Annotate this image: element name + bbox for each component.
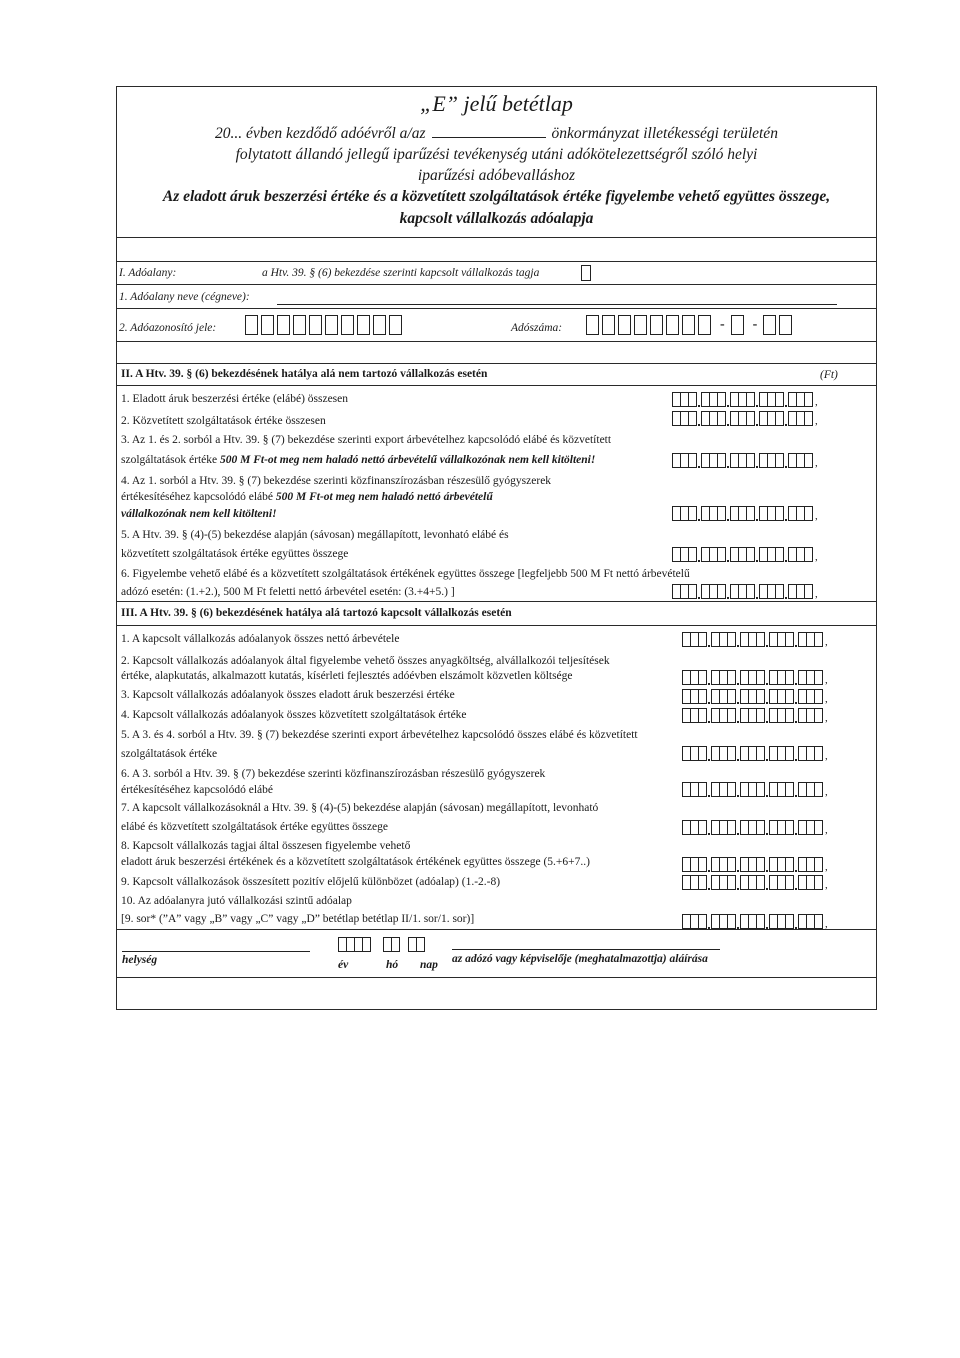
unit-label: (Ft)	[820, 369, 838, 381]
thousands-separator	[765, 746, 769, 761]
decimal-comma: ,	[825, 824, 828, 836]
thousands-separator	[726, 584, 730, 599]
digit-box[interactable]	[804, 453, 813, 468]
sec2-row-4d: vállalkozónak nem kell kitölteni!	[121, 508, 277, 520]
taxid-digit-box[interactable]	[245, 315, 258, 335]
thousands-separator	[726, 547, 730, 562]
digit-box[interactable]	[688, 584, 697, 599]
digit-box[interactable]	[775, 547, 784, 562]
thousands-separator	[736, 708, 740, 723]
digit-box[interactable]	[785, 689, 794, 704]
sec2-row-4a: 4. Az 1. sorból a Htv. 39. § (7) bekezdése szerinti közfinanszírozásban részesülő gyógyszerek	[121, 475, 552, 487]
thousands-separator	[707, 914, 711, 929]
thousands-separator	[707, 746, 711, 761]
digit-box[interactable]	[756, 708, 765, 723]
thousands-separator	[726, 506, 730, 521]
thousands-separator	[794, 857, 798, 872]
digit-box[interactable]	[698, 857, 707, 872]
sec3-row-5a: 5. A 3. és 4. sorból a Htv. 39. § (7) bekezdése szerinti export árbevételhez kapcsolódó összes elábé és közvetített	[121, 729, 638, 741]
digit-box[interactable]	[775, 506, 784, 521]
digit-box[interactable]	[698, 689, 707, 704]
thousands-separator	[794, 782, 798, 797]
sec2-row-1: 1. Eladott áruk beszerzési értéke (elábé) összesen	[121, 393, 349, 405]
decimal-comma: ,	[825, 879, 828, 891]
amount-field[interactable]	[682, 670, 828, 685]
decimal-comma: ,	[825, 750, 828, 762]
decimal-comma: ,	[825, 693, 828, 705]
digit-box[interactable]	[746, 506, 755, 521]
sec3-row-8b: eladott áruk beszerzési értékének és a közvetített szolgáltatások értékének együttes összege (5.+6+7..)	[121, 856, 590, 868]
date-group[interactable]	[383, 937, 400, 952]
header-line-1: 20... évben kezdődő adóévről a/az önkormányzat illetékességi területén	[215, 125, 778, 142]
taxid-digit-box[interactable]	[293, 315, 306, 335]
thousands-separator	[784, 584, 788, 599]
sec2-row-4b: értékesítéséhez kapcsolódó elábé 500 M Ft-ot meg nem haladó nettó árbevételű	[121, 491, 493, 503]
digit-box[interactable]	[698, 820, 707, 835]
thousands-separator	[697, 584, 701, 599]
thousands-separator	[707, 875, 711, 890]
digit-box[interactable]	[785, 670, 794, 685]
amount-field[interactable]	[672, 411, 818, 426]
digit-box[interactable]	[746, 584, 755, 599]
digit-box[interactable]	[756, 914, 765, 929]
thousands-separator	[794, 670, 798, 685]
digit-box[interactable]	[727, 632, 736, 647]
thousands-separator	[765, 875, 769, 890]
decimal-comma: ,	[825, 636, 828, 648]
sec2-row-3b: szolgáltatások értéke 500 M Ft-ot meg nem haladó nettó árbevételű vállalkozónak nem kell kitölteni!	[121, 454, 596, 466]
divider	[117, 977, 876, 978]
thousands-separator	[707, 670, 711, 685]
sec2-row-3a: 3. Az 1. és 2. sorból a Htv. 39. § (7) bekezdése szerinti export árbevételhez kapcsolódó elábé és közvetített	[121, 434, 612, 446]
taxnumber-digit-box[interactable]	[779, 315, 792, 335]
digit-box[interactable]	[785, 820, 794, 835]
digit-box[interactable]	[756, 632, 765, 647]
taxnumber-digit-box[interactable]	[650, 315, 663, 335]
divider	[117, 341, 876, 342]
digit-box[interactable]	[785, 875, 794, 890]
digit-box[interactable]	[814, 857, 823, 872]
thousands-separator	[765, 782, 769, 797]
digit-box[interactable]	[688, 547, 697, 562]
sec2-row-6b: adózó esetén: (1.+2.), 500 M Ft feletti nettó árbevétel esetén: (3.+4+5.) ]	[121, 586, 455, 598]
place-field[interactable]	[122, 951, 310, 952]
section-3-title: III. A Htv. 39. § (6) bekezdésének hatálya alá tartozó kapcsolt vállalkozás esetén	[121, 607, 512, 619]
municipality-field[interactable]	[432, 126, 546, 138]
digit-box[interactable]	[746, 411, 755, 426]
sec2-row-5b: közvetített szolgáltatások értéke együttes összege	[121, 548, 349, 560]
digit-box[interactable]	[814, 670, 823, 685]
thousands-separator	[697, 547, 701, 562]
digit-box[interactable]	[688, 411, 697, 426]
sec3-row-6b: értékesítéséhez kapcsolódó elábé	[121, 784, 273, 796]
thousands-separator	[736, 875, 740, 890]
month-label: hó	[386, 959, 399, 971]
day-label: nap	[420, 959, 438, 971]
digit-box[interactable]	[717, 392, 726, 407]
form-title: „E” jelű betétlap	[420, 91, 573, 116]
header-line-4: Az eladott áruk beszerzési értéke és a közvetített szolgáltatások értéke figyelembe vehető együttes összege,	[162, 188, 831, 205]
amount-field[interactable]	[682, 689, 828, 704]
thousands-separator	[726, 453, 730, 468]
divider	[117, 237, 876, 238]
digit-box[interactable]	[717, 547, 726, 562]
thousands-separator	[794, 746, 798, 761]
digit-box[interactable]	[775, 584, 784, 599]
divider	[117, 261, 876, 262]
decimal-comma: ,	[815, 510, 818, 522]
member-checkbox[interactable]	[581, 265, 591, 281]
decimal-comma: ,	[825, 861, 828, 873]
decimal-comma: ,	[825, 674, 828, 686]
decimal-comma: ,	[815, 588, 818, 600]
digit-box[interactable]	[756, 670, 765, 685]
digit-box[interactable]	[698, 708, 707, 723]
thousands-separator	[697, 506, 701, 521]
sec2-row-6a: 6. Figyelembe vehető elábé és a közvetített szolgáltatások értékének együttes összege [legfeljebb 500 M Ft nettó árbevételű	[121, 568, 690, 580]
taxnumber-digit-box[interactable]	[602, 315, 615, 335]
divider	[117, 625, 876, 626]
digit-box[interactable]	[814, 689, 823, 704]
digit-box[interactable]	[717, 411, 726, 426]
digit-box[interactable]	[698, 670, 707, 685]
thousands-separator	[784, 411, 788, 426]
taxnumber-digit-box[interactable]	[586, 315, 599, 335]
digit-box[interactable]	[717, 453, 726, 468]
digit-box[interactable]	[688, 506, 697, 521]
sec3-row-2a: 2. Kapcsolt vállalkozás adóalanyok által figyelembe vehető összes anyagköltség, alvállalkozói teljesítések	[121, 655, 610, 667]
decimal-comma: ,	[825, 918, 828, 930]
taxid-digit-box[interactable]	[261, 315, 274, 335]
sec3-row-5b: szolgáltatások értéke	[121, 748, 218, 760]
member-label: a Htv. 39. § (6) bekezdése szerinti kapcsolt vállalkozás tagja	[262, 267, 540, 279]
digit-box[interactable]	[727, 857, 736, 872]
digit-box[interactable]	[804, 411, 813, 426]
digit-box[interactable]	[814, 632, 823, 647]
thousands-separator	[794, 875, 798, 890]
digit-box[interactable]	[775, 411, 784, 426]
decimal-comma: ,	[815, 396, 818, 408]
digit-box[interactable]	[727, 820, 736, 835]
digit-box[interactable]	[814, 746, 823, 761]
digit-box[interactable]	[727, 914, 736, 929]
thousands-separator	[726, 411, 730, 426]
taxid-digit-box[interactable]	[389, 315, 402, 335]
sec3-row-6a: 6. A 3. sorból a Htv. 39. § (7) bekezdése szerinti közfinanszírozásban részesülő gyógyszerek	[121, 768, 546, 780]
digit-box[interactable]	[785, 857, 794, 872]
taxid-boxes[interactable]	[245, 315, 405, 335]
digit-box[interactable]	[785, 632, 794, 647]
taxid-digit-box[interactable]	[341, 315, 354, 335]
name-field[interactable]	[277, 304, 837, 305]
thousands-separator	[697, 411, 701, 426]
thousands-separator	[707, 632, 711, 647]
thousands-separator	[697, 392, 701, 407]
digit-box[interactable]	[775, 453, 784, 468]
digit-box[interactable]	[814, 875, 823, 890]
digit-box[interactable]	[804, 392, 813, 407]
amount-field[interactable]	[672, 584, 818, 599]
taxnumber-digit-box[interactable]	[618, 315, 631, 335]
divider	[117, 601, 876, 602]
digit-box[interactable]	[756, 820, 765, 835]
digit-box[interactable]	[727, 689, 736, 704]
taxnumber-dash: -	[752, 317, 758, 332]
date-group[interactable]	[408, 937, 425, 952]
sec3-row-8a: 8. Kapcsolt vállalkozás tagjai által összesen figyelembe vehető	[121, 840, 411, 852]
decimal-comma: ,	[815, 551, 818, 563]
thousands-separator	[784, 547, 788, 562]
divider	[117, 385, 876, 386]
thousands-separator	[736, 857, 740, 872]
divider	[117, 363, 876, 364]
taxpayer-label: I. Adóalany:	[119, 267, 177, 279]
digit-box[interactable]	[756, 857, 765, 872]
thousands-separator	[755, 411, 759, 426]
thousands-separator	[765, 857, 769, 872]
digit-box[interactable]	[416, 937, 425, 952]
signature-field[interactable]	[452, 949, 720, 950]
digit-box[interactable]	[698, 782, 707, 797]
sec3-row-7a: 7. A kapcsolt vállalkozásoknál a Htv. 39. § (4)-(5) bekezdése alapján (sávosan) megállapított, levonható	[121, 802, 599, 814]
thousands-separator	[736, 689, 740, 704]
taxnumber-digit-box[interactable]	[634, 315, 647, 335]
amount-field[interactable]	[682, 632, 828, 647]
digit-box[interactable]	[804, 584, 813, 599]
digit-box[interactable]	[717, 506, 726, 521]
amount-field[interactable]	[682, 914, 828, 929]
taxid-label: 2. Adóazonosító jele:	[119, 322, 217, 334]
sec3-row-10a: 10. Az adóalanyra jutó vállalkozási szintű adóalap	[121, 895, 352, 907]
header-line-5: kapcsolt vállalkozás adóalapja	[399, 210, 594, 227]
thousands-separator	[707, 689, 711, 704]
digit-box[interactable]	[746, 453, 755, 468]
digit-box[interactable]	[814, 914, 823, 929]
digit-box[interactable]	[804, 547, 813, 562]
divider	[117, 284, 876, 285]
digit-box[interactable]	[814, 820, 823, 835]
taxid-digit-box[interactable]	[309, 315, 322, 335]
sec3-row-4: 4. Kapcsolt vállalkozás adóalanyok összes közvetített szolgáltatások értéke	[121, 709, 467, 721]
sec3-row-3: 3. Kapcsolt vállalkozás adóalanyok összes eladott áruk beszerzési értéke	[121, 689, 455, 701]
sec3-row-9: 9. Kapcsolt vállalkozások összesített pozitív előjelű különbözet (adóalap) (1.-2.-8)	[121, 876, 501, 888]
sec3-row-10b: [9. sor* (”A” vagy „B” vagy „C” vagy „D” betétlap betétlap II/1. sor/1. sor)]	[121, 913, 475, 925]
sec2-row-5a: 5. A Htv. 39. § (4)-(5) bekezdése alapján (sávosan) megállapított, levonható elábé és	[121, 529, 509, 541]
thousands-separator	[794, 689, 798, 704]
taxid-digit-box[interactable]	[325, 315, 338, 335]
thousands-separator	[726, 392, 730, 407]
digit-box[interactable]	[804, 506, 813, 521]
digit-box[interactable]	[785, 746, 794, 761]
sec3-row-1: 1. A kapcsolt vállalkozás adóalanyok összes nettó árbevétele	[121, 633, 400, 645]
digit-box[interactable]	[727, 708, 736, 723]
taxid-digit-box[interactable]	[373, 315, 386, 335]
thousands-separator	[755, 547, 759, 562]
taxid-digit-box[interactable]	[277, 315, 290, 335]
thousands-separator	[736, 632, 740, 647]
taxnumber-boxes[interactable]	[586, 315, 795, 335]
sec3-row-2b: értéke, alapkutatás, alkalmazott kutatás, kísérleti fejlesztés adóévben elszámolt közvetlen költsége	[121, 670, 573, 682]
digit-box[interactable]	[775, 392, 784, 407]
digit-box[interactable]	[717, 584, 726, 599]
thousands-separator	[755, 392, 759, 407]
amount-field[interactable]	[672, 453, 818, 468]
thousands-separator	[794, 914, 798, 929]
digit-box[interactable]	[746, 547, 755, 562]
taxnumber-digit-box[interactable]	[731, 315, 744, 335]
name-label: 1. Adóalany neve (cégneve):	[119, 291, 250, 303]
thousands-separator	[784, 506, 788, 521]
thousands-separator	[784, 453, 788, 468]
digit-box[interactable]	[391, 937, 400, 952]
date-group[interactable]	[338, 937, 371, 952]
year-label: év	[338, 959, 349, 971]
digit-box[interactable]	[698, 632, 707, 647]
digit-box[interactable]	[727, 875, 736, 890]
thousands-separator	[755, 584, 759, 599]
amount-field[interactable]	[682, 857, 828, 872]
signer-label: az adózó vagy képviselője (meghatalmazottja) aláírása	[452, 953, 708, 965]
thousands-separator	[736, 820, 740, 835]
amount-field[interactable]	[672, 506, 818, 521]
taxnumber-digit-box[interactable]	[698, 315, 711, 335]
digit-box[interactable]	[785, 782, 794, 797]
thousands-separator	[755, 453, 759, 468]
decimal-comma: ,	[825, 786, 828, 798]
section-2-title: II. A Htv. 39. § (6) bekezdésének hatálya alá nem tartozó vállalkozás esetén	[121, 368, 488, 380]
decimal-comma: ,	[825, 712, 828, 724]
digit-box[interactable]	[756, 689, 765, 704]
taxnumber-digit-box[interactable]	[666, 315, 679, 335]
header-line-2: folytatott állandó jellegű iparűzési tevékenység utáni adókötelezettségről szóló helyi	[235, 146, 758, 163]
thousands-separator	[765, 632, 769, 647]
thousands-separator	[707, 820, 711, 835]
thousands-separator	[765, 689, 769, 704]
digit-box[interactable]	[727, 670, 736, 685]
taxnumber-label: Adószáma:	[511, 322, 563, 334]
amount-field[interactable]	[672, 547, 818, 562]
digit-box[interactable]	[727, 746, 736, 761]
digit-box[interactable]	[698, 914, 707, 929]
place-label: helység	[122, 954, 158, 966]
amount-field[interactable]	[682, 708, 828, 723]
thousands-separator	[765, 914, 769, 929]
thousands-separator	[755, 506, 759, 521]
thousands-separator	[784, 392, 788, 407]
digit-box[interactable]	[698, 746, 707, 761]
thousands-separator	[736, 670, 740, 685]
taxnumber-digit-box[interactable]	[682, 315, 695, 335]
thousands-separator	[736, 782, 740, 797]
sec2-row-2: 2. Közvetített szolgáltatások értéke összesen	[121, 415, 326, 427]
digit-box[interactable]	[688, 392, 697, 407]
decimal-comma: ,	[815, 457, 818, 469]
header-line-3: iparűzési adóbevalláshoz	[417, 167, 576, 184]
amount-field[interactable]	[682, 782, 828, 797]
thousands-separator	[765, 670, 769, 685]
thousands-separator	[794, 632, 798, 647]
divider	[117, 929, 876, 930]
decimal-comma: ,	[815, 415, 818, 427]
thousands-separator	[707, 708, 711, 723]
thousands-separator	[736, 914, 740, 929]
digit-box[interactable]	[698, 875, 707, 890]
thousands-separator	[697, 453, 701, 468]
digit-box[interactable]	[688, 453, 697, 468]
thousands-separator	[707, 857, 711, 872]
amount-field[interactable]	[682, 875, 828, 890]
thousands-separator	[765, 708, 769, 723]
date-boxes[interactable]	[338, 937, 425, 952]
thousands-separator	[794, 708, 798, 723]
thousands-separator	[736, 746, 740, 761]
thousands-separator	[707, 782, 711, 797]
digit-box[interactable]	[756, 782, 765, 797]
sec3-row-7b: elábé és közvetített szolgáltatások értéke együttes összege	[121, 821, 388, 833]
digit-box[interactable]	[362, 937, 371, 952]
taxnumber-digit-box[interactable]	[763, 315, 776, 335]
digit-box[interactable]	[814, 708, 823, 723]
divider	[117, 308, 876, 309]
digit-box[interactable]	[746, 392, 755, 407]
amount-field[interactable]	[672, 392, 818, 407]
amount-field[interactable]	[682, 746, 828, 761]
amount-field[interactable]	[682, 820, 828, 835]
digit-box[interactable]	[756, 746, 765, 761]
digit-box[interactable]	[785, 914, 794, 929]
thousands-separator	[765, 820, 769, 835]
tax-form	[116, 86, 877, 1010]
digit-box[interactable]	[785, 708, 794, 723]
thousands-separator	[794, 820, 798, 835]
digit-box[interactable]	[727, 782, 736, 797]
digit-box[interactable]	[814, 782, 823, 797]
digit-box[interactable]	[756, 875, 765, 890]
taxnumber-dash: -	[720, 317, 725, 332]
taxid-digit-box[interactable]	[357, 315, 370, 335]
